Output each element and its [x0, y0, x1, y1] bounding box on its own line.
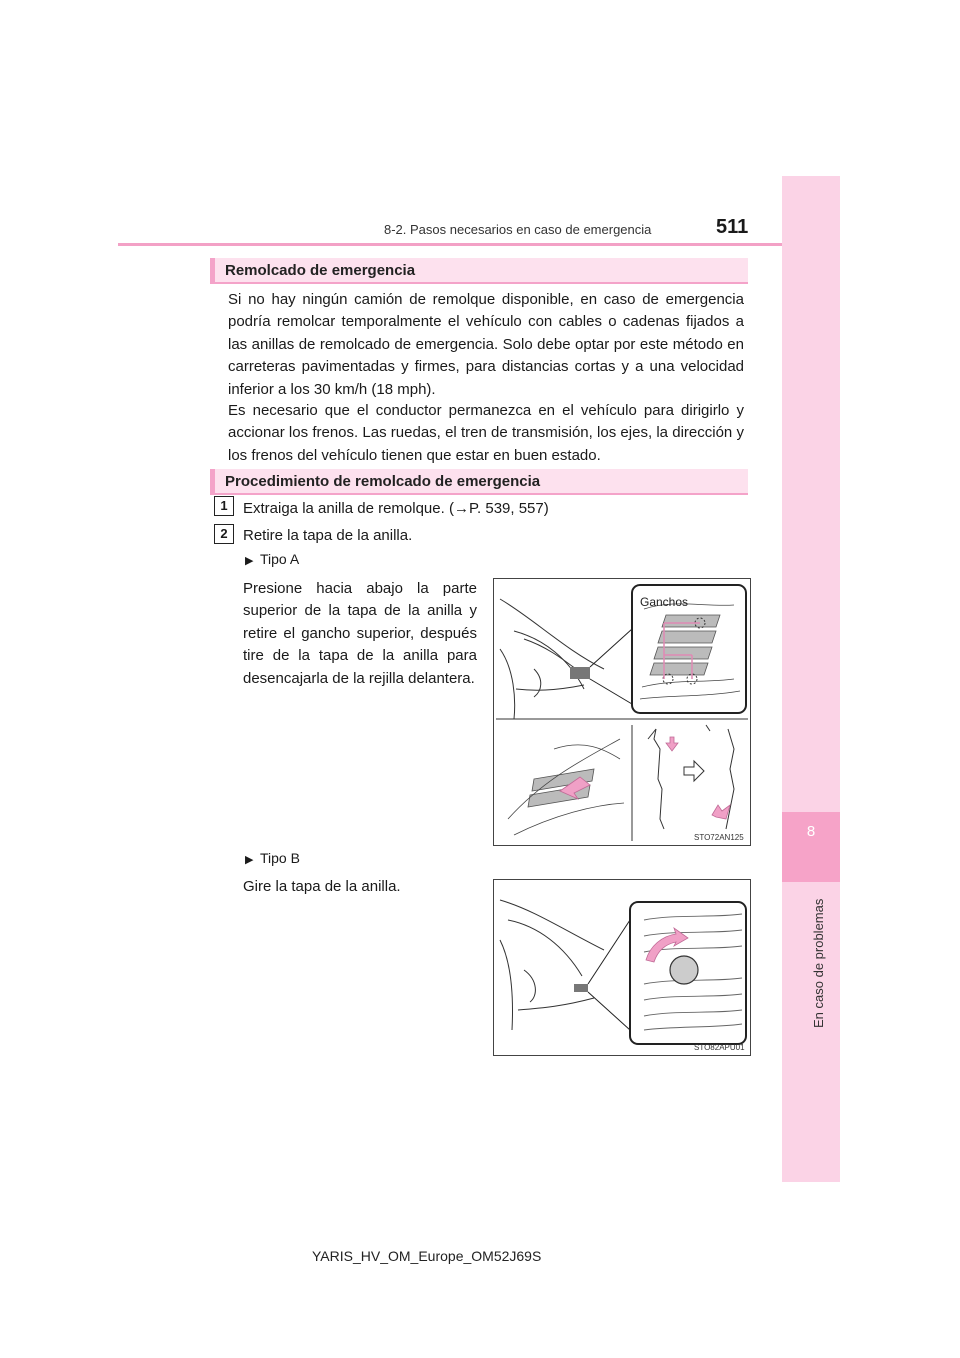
section-heading-text: Procedimiento de remolcado de emergencia: [225, 473, 541, 490]
type-a-instructions: Presione hacia abajo la parte superior de la tapa de la anilla y retire el gancho superior, después tire de la tapa de la anilla para desencajarla de la rejilla delantera.: [243, 580, 477, 687]
document-id: YARIS_HV_OM_Europe_OM52J69S: [312, 1248, 542, 1264]
chapter-side-tab: [782, 176, 840, 1182]
type-b-instructions: Gire la tapa de la anilla.: [243, 878, 401, 895]
paragraph-towing-intro: Si no hay ningún camión de remolque disponible, en caso de emergencia podría remolcar temporalmente el vehículo con cables o cadenas fijados a las anillas de remolcado de emergencia. Solo debe optar por este método en carreteras pavimentadas y firmes, para distancias cortas y a una velocidad inferior a los 30 km/h (18 mph).: [228, 291, 744, 398]
paragraph-driver-requirements: Es necesario que el conductor permanezca en el vehículo para dirigirlo y accionar los frenos. Las ruedas, el tren de transmisión, los ejes, la dirección y los frenos del vehículo tienen que estar en buen estado.: [228, 402, 744, 464]
type-a-label: Tipo A: [260, 551, 300, 567]
chapter-title-vertical: En caso de problemas: [811, 898, 826, 1028]
triangle-bullet-icon: ▶: [245, 555, 254, 567]
section-heading-towing-procedure: [210, 469, 748, 495]
figure-code-a: STO72AN125: [694, 833, 744, 842]
page-number: 511: [716, 216, 749, 238]
triangle-bullet-icon: ▶: [245, 854, 254, 866]
type-a-illustration: [493, 578, 751, 846]
press-down-arrow-icon: [666, 737, 678, 751]
step-text-1: Extraiga la anilla de remolque. (→P. 539, 557): [243, 500, 549, 517]
section-heading-text: Remolcado de emergencia: [225, 262, 416, 279]
section-heading-emergency-towing: [210, 258, 748, 284]
figure-code-b: STO82APU01: [694, 1043, 745, 1052]
tow-cap-small: [574, 984, 588, 992]
type-b-illustration: [493, 879, 751, 1056]
step-number-2: 2: [214, 524, 234, 544]
tow-cap-small: [570, 667, 590, 679]
step-number-1: 1: [214, 496, 234, 516]
tow-eye-cap: [670, 956, 698, 984]
type-b-label: Tipo B: [260, 850, 300, 866]
chapter-number: 8: [806, 823, 816, 840]
header-rule: [118, 243, 782, 246]
hooks-callout-label: Ganchos: [640, 595, 689, 609]
running-header: 8-2. Pasos necesarios en caso de emergencia: [384, 222, 652, 237]
step-text-2: Retire la tapa de la anilla.: [243, 527, 413, 544]
lift-arrow-icon: [712, 805, 730, 819]
next-step-arrow-icon: [684, 761, 704, 781]
